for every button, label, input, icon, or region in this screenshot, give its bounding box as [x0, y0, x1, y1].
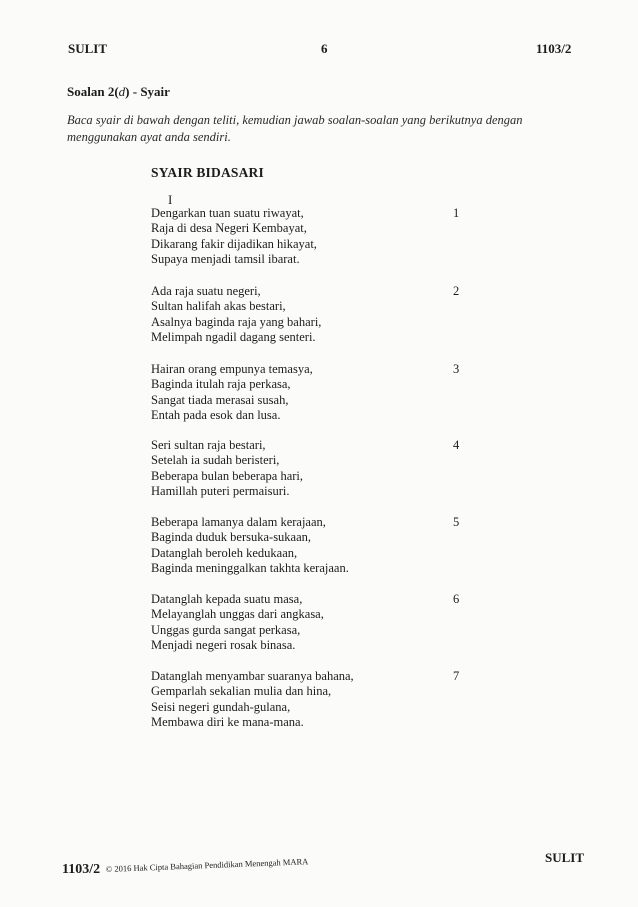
stanza-line: Supaya menjadi tamsil ibarat. [151, 251, 300, 266]
question-label-start: Soalan 2( [67, 84, 119, 99]
stanza-line: Datanglah menyambar suaranya bahana, [151, 669, 354, 683]
stanza [151, 206, 471, 267]
stanza-line: Seri sultan raja bestari, [151, 438, 266, 452]
stanza-line: Hamillah puteri permaisuri. [151, 483, 290, 498]
stanza-line: Dengarkan tuan suatu riwayat, [151, 206, 304, 220]
page-number: 6 [321, 41, 328, 56]
stanza-number: 4 [453, 438, 460, 452]
stanza-line: Melayanglah unggas dari angkasa, [151, 607, 324, 622]
stanza [151, 669, 471, 730]
stanza-line: Melimpah ngadil dagang senteri. [151, 329, 316, 344]
stanza [151, 515, 471, 576]
stanza-line: Gemparlah sekalian mulia dan hina, [151, 684, 332, 699]
poem-part-number: I [168, 192, 173, 207]
stanza-line: Datanglah kepada suatu masa, [151, 592, 303, 606]
stanza-line: Raja di desa Negeri Kembayat, [151, 221, 307, 236]
question-label [67, 84, 170, 100]
stanza-line: Datanglah beroleh kedukaan, [151, 545, 298, 560]
stanza-number: 5 [453, 515, 460, 529]
stanza-line: Baginda meninggalkan takhta kerajaan. [151, 560, 349, 575]
stanza-line: Ada raja suatu negeri, [151, 284, 261, 298]
stanza-line: Asalnya baginda raja yang bahari, [151, 314, 322, 329]
stanza-line: Membawa diri ke mana-mana. [151, 714, 304, 729]
stanza-line: Sultan halifah akas bestari, [151, 299, 286, 314]
stanza-line: Beberapa lamanya dalam kerajaan, [151, 515, 326, 529]
stanza-line: Sangat tiada merasai susah, [151, 392, 289, 407]
stanza-number: 3 [453, 362, 460, 376]
stanza-line: Setelah ia sudah beristeri, [151, 453, 280, 468]
footer-paper-code: 1103/2 [62, 862, 101, 877]
stanza-line: Beberapa bulan beberapa hari, [151, 468, 304, 483]
stanza-line: Baginda itulah raja perkasa, [151, 377, 291, 392]
poem-title: SYAIR BIDASARI [151, 165, 264, 180]
stanza-line: Entah pada esok dan lusa. [151, 407, 281, 422]
stanza-number: 2 [453, 284, 460, 298]
stanza [151, 362, 471, 423]
footer-copyright: © 2016 Hak Cipta Bahagian Pendidikan Menengah MARA [105, 856, 309, 874]
stanza [151, 284, 471, 345]
stanza-number: 1 [453, 206, 460, 220]
question-instruction: Baca syair di bawah dengan teliti, kemudian jawab soalan-soalan yang berikutnya dengan menggunakan ayat anda sendiri. [67, 113, 523, 144]
stanza-number: 6 [453, 592, 460, 606]
stanza-line: Seisi negeri gundah-gulana, [151, 699, 291, 714]
question-label-part: d [118, 84, 126, 99]
stanza-line: Dikarang fakir dijadikan hikayat, [151, 236, 317, 251]
header-sulit: SULIT [68, 41, 108, 56]
question-label-end: ) - Syair [125, 84, 170, 99]
stanza-number: 7 [453, 669, 460, 683]
stanza-line: Unggas gurda sangat perkasa, [151, 622, 301, 637]
stanza-line: Hairan orang empunya temasya, [151, 362, 313, 376]
stanza [151, 438, 471, 499]
stanza [151, 592, 471, 653]
footer-sulit: SULIT [545, 850, 585, 865]
header-paper-code: 1103/2 [536, 41, 572, 56]
stanza-line: Menjadi negeri rosak binasa. [151, 637, 296, 652]
stanza-line: Baginda duduk bersuka-sukaan, [151, 530, 312, 545]
